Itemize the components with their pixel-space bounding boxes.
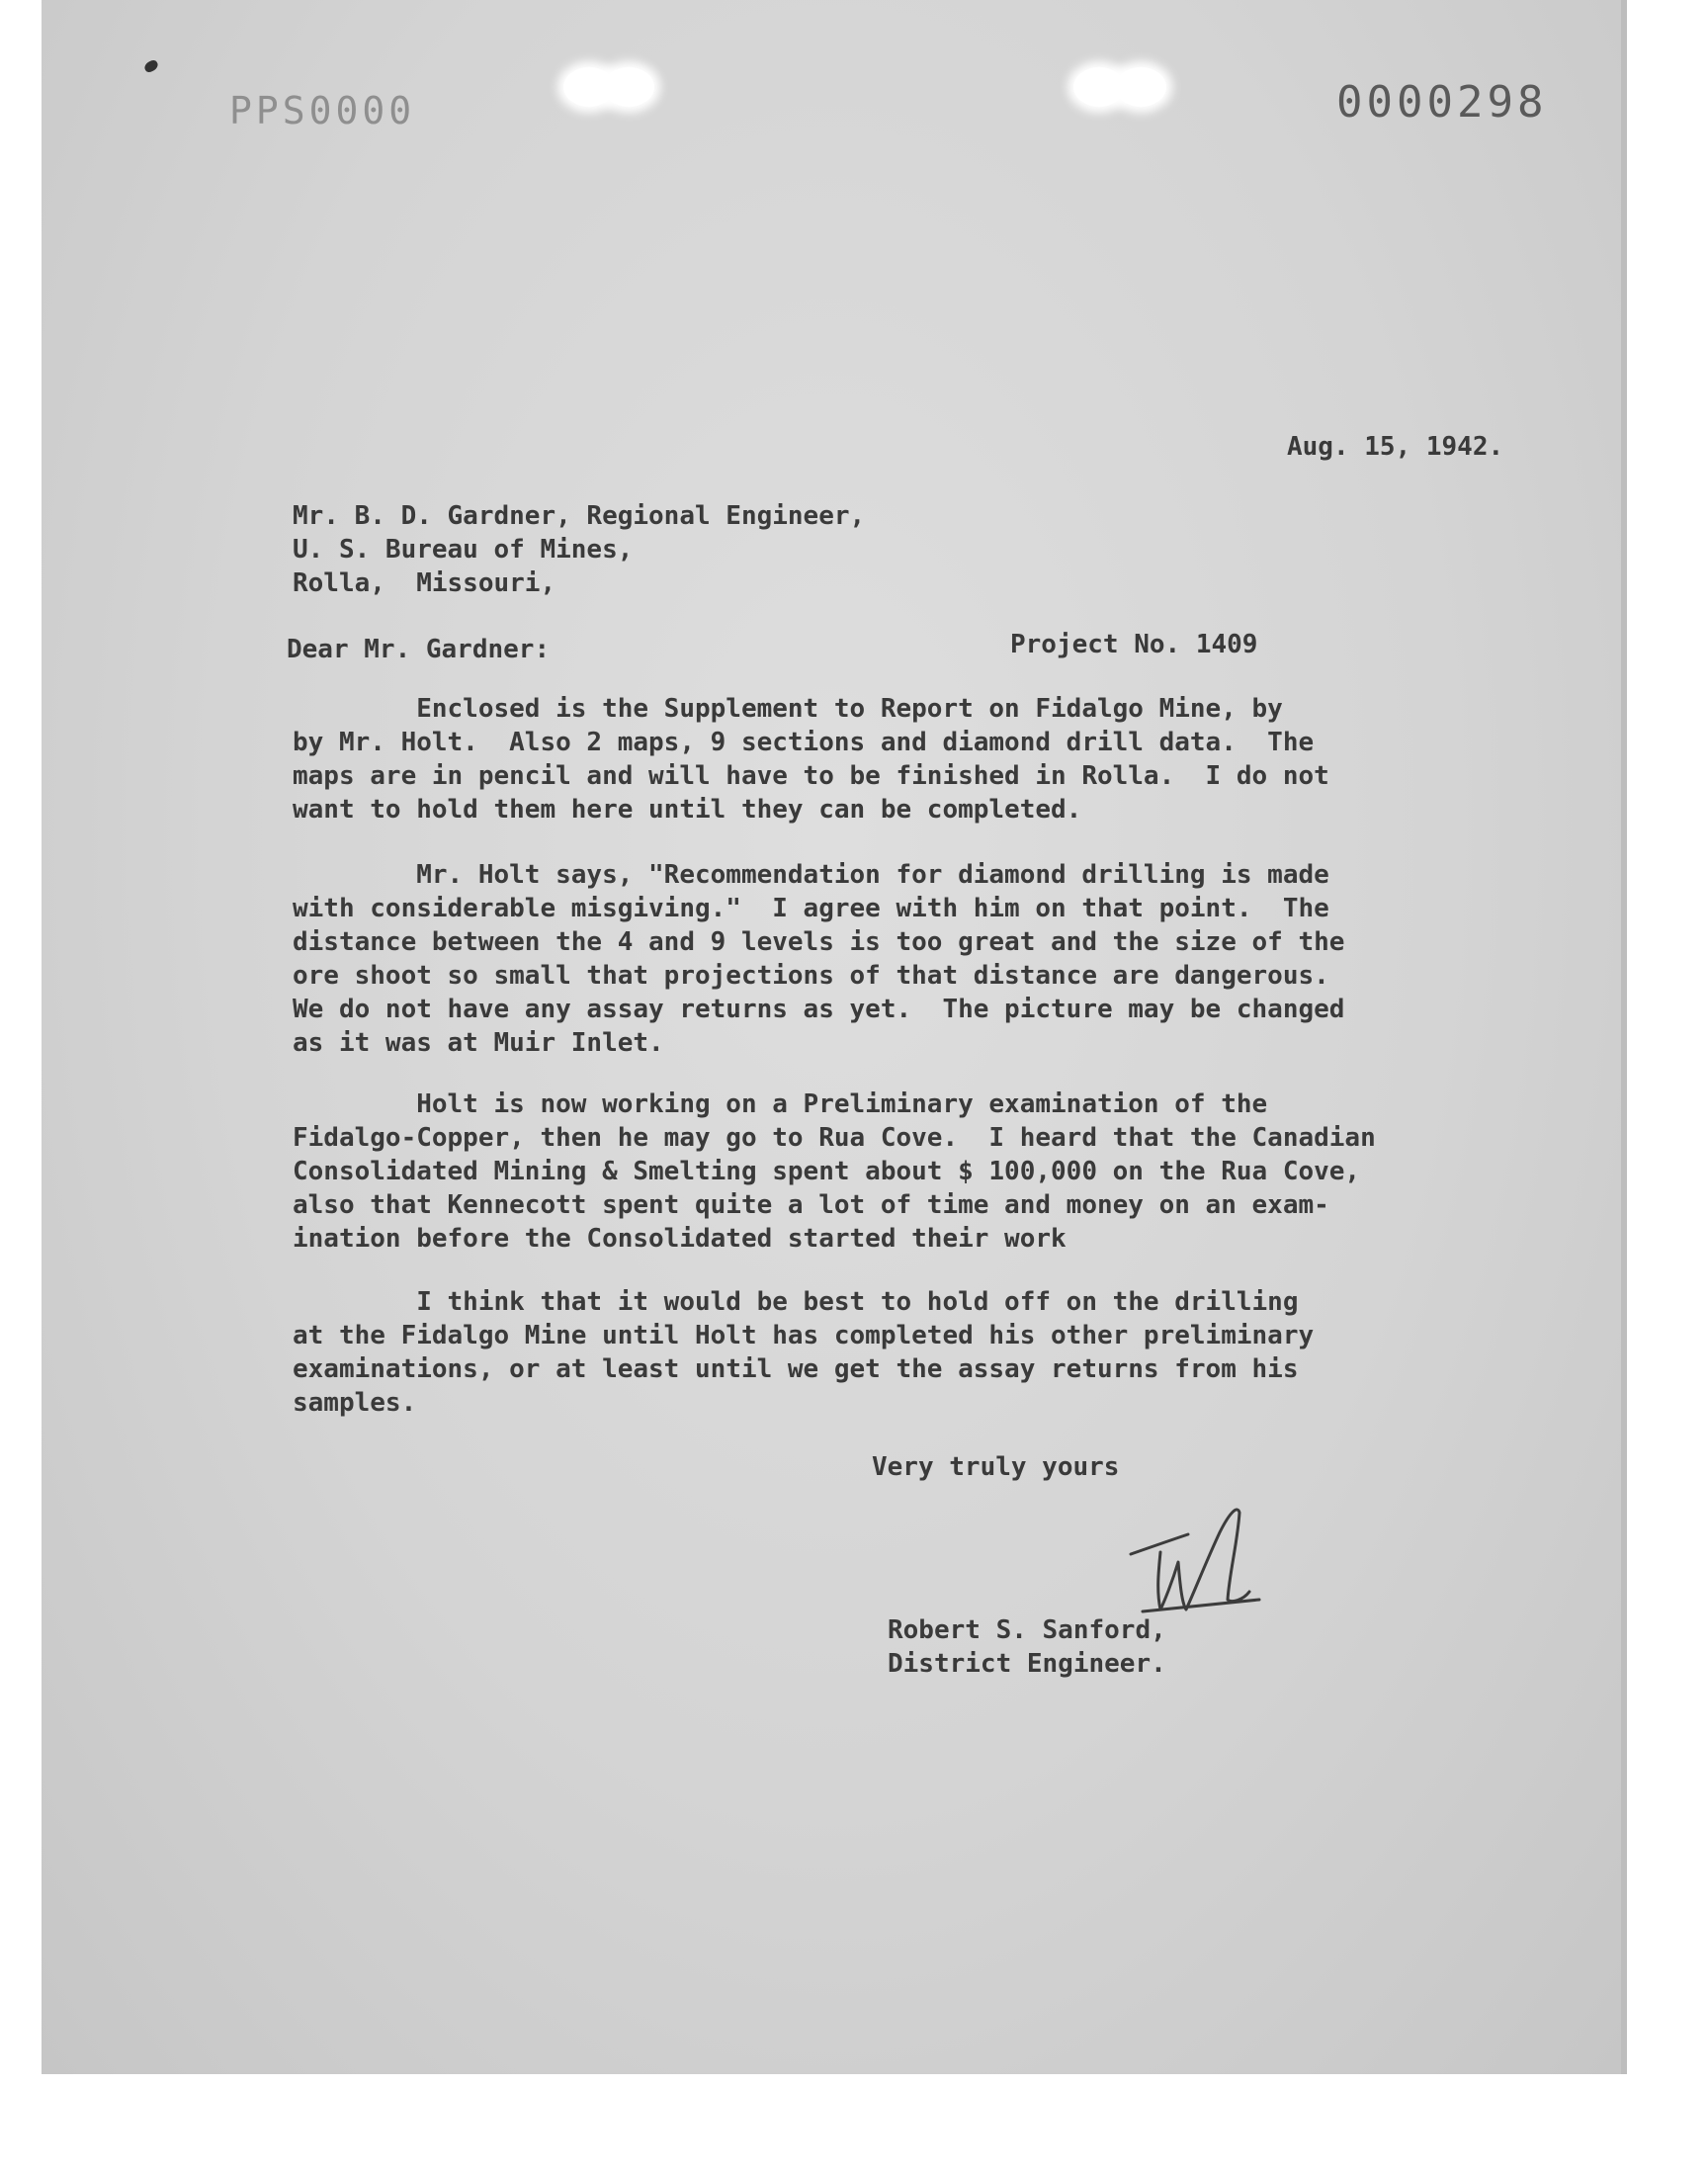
body-line: with considerable misgiving." I agree with him on that point. The: [293, 894, 1329, 923]
body-line: Fidalgo-Copper, then he may go to Rua Cove. I heard that the Canadian: [293, 1123, 1376, 1153]
body-line: ination before the Consolidated started their work: [293, 1224, 1067, 1254]
closing: Very truly yours: [872, 1452, 1120, 1482]
salutation: Dear Mr. Gardner:: [287, 635, 551, 664]
body-paragraph-4: [293, 1285, 1518, 1420]
recipient-address: [293, 499, 1518, 600]
scanned-page: [42, 0, 1623, 2074]
address-line: Rolla, Missouri,: [293, 568, 556, 598]
address-line: U. S. Bureau of Mines,: [293, 535, 634, 565]
body-paragraph-3: [293, 1088, 1518, 1256]
body-line: examinations, or at least until we get the assay returns from his: [293, 1354, 1299, 1384]
signer-title: District Engineer.: [888, 1649, 1166, 1679]
scan-edge-shadow: [1621, 0, 1627, 2074]
ink-smudge: [142, 58, 159, 74]
punch-hole-right-b: [1115, 67, 1166, 107]
handwritten-signature: [1121, 1493, 1269, 1621]
document-number-stamp: 0000298: [1336, 77, 1548, 128]
body-paragraph-1: [293, 692, 1518, 826]
letter-date: Aug. 15, 1942.: [1287, 432, 1504, 462]
body-line: Consolidated Mining & Smelting spent about $ 100,000 on the Rua Cove,: [293, 1157, 1361, 1186]
document-id-stamp-left: PPS0000: [229, 89, 416, 132]
body-line: by Mr. Holt. Also 2 maps, 9 sections and diamond drill data. The: [293, 728, 1315, 757]
body-line: as it was at Muir Inlet.: [293, 1028, 664, 1058]
body-line: ore shoot so small that projections of that distance are dangerous.: [293, 961, 1329, 991]
body-line: maps are in pencil and will have to be finished in Rolla. I do not: [293, 761, 1329, 791]
body-line: samples.: [293, 1388, 417, 1418]
address-line: Mr. B. D. Gardner, Regional Engineer,: [293, 501, 866, 531]
body-line: We do not have any assay returns as yet. The picture may be changed: [293, 995, 1345, 1024]
body-line: want to hold them here until they can be completed.: [293, 795, 1082, 825]
signer-name: Robert S. Sanford,: [888, 1615, 1166, 1645]
body-line: distance between the 4 and 9 levels is too great and the size of the: [293, 927, 1345, 957]
body-line: Holt is now working on a Preliminary examination of the: [293, 1089, 1268, 1119]
punch-hole-left-b: [603, 67, 654, 107]
body-line: I think that it would be best to hold off on the drilling: [293, 1287, 1299, 1317]
body-line: Mr. Holt says, "Recommendation for diamond drilling is made: [293, 860, 1329, 890]
body-paragraph-2: [293, 858, 1518, 1060]
body-line: Enclosed is the Supplement to Report on Fidalgo Mine, by: [293, 694, 1283, 724]
project-number: Project No. 1409: [1010, 630, 1258, 659]
body-line: at the Fidalgo Mine until Holt has completed his other preliminary: [293, 1321, 1315, 1350]
body-line: also that Kennecott spent quite a lot of time and money on an exam-: [293, 1190, 1329, 1220]
